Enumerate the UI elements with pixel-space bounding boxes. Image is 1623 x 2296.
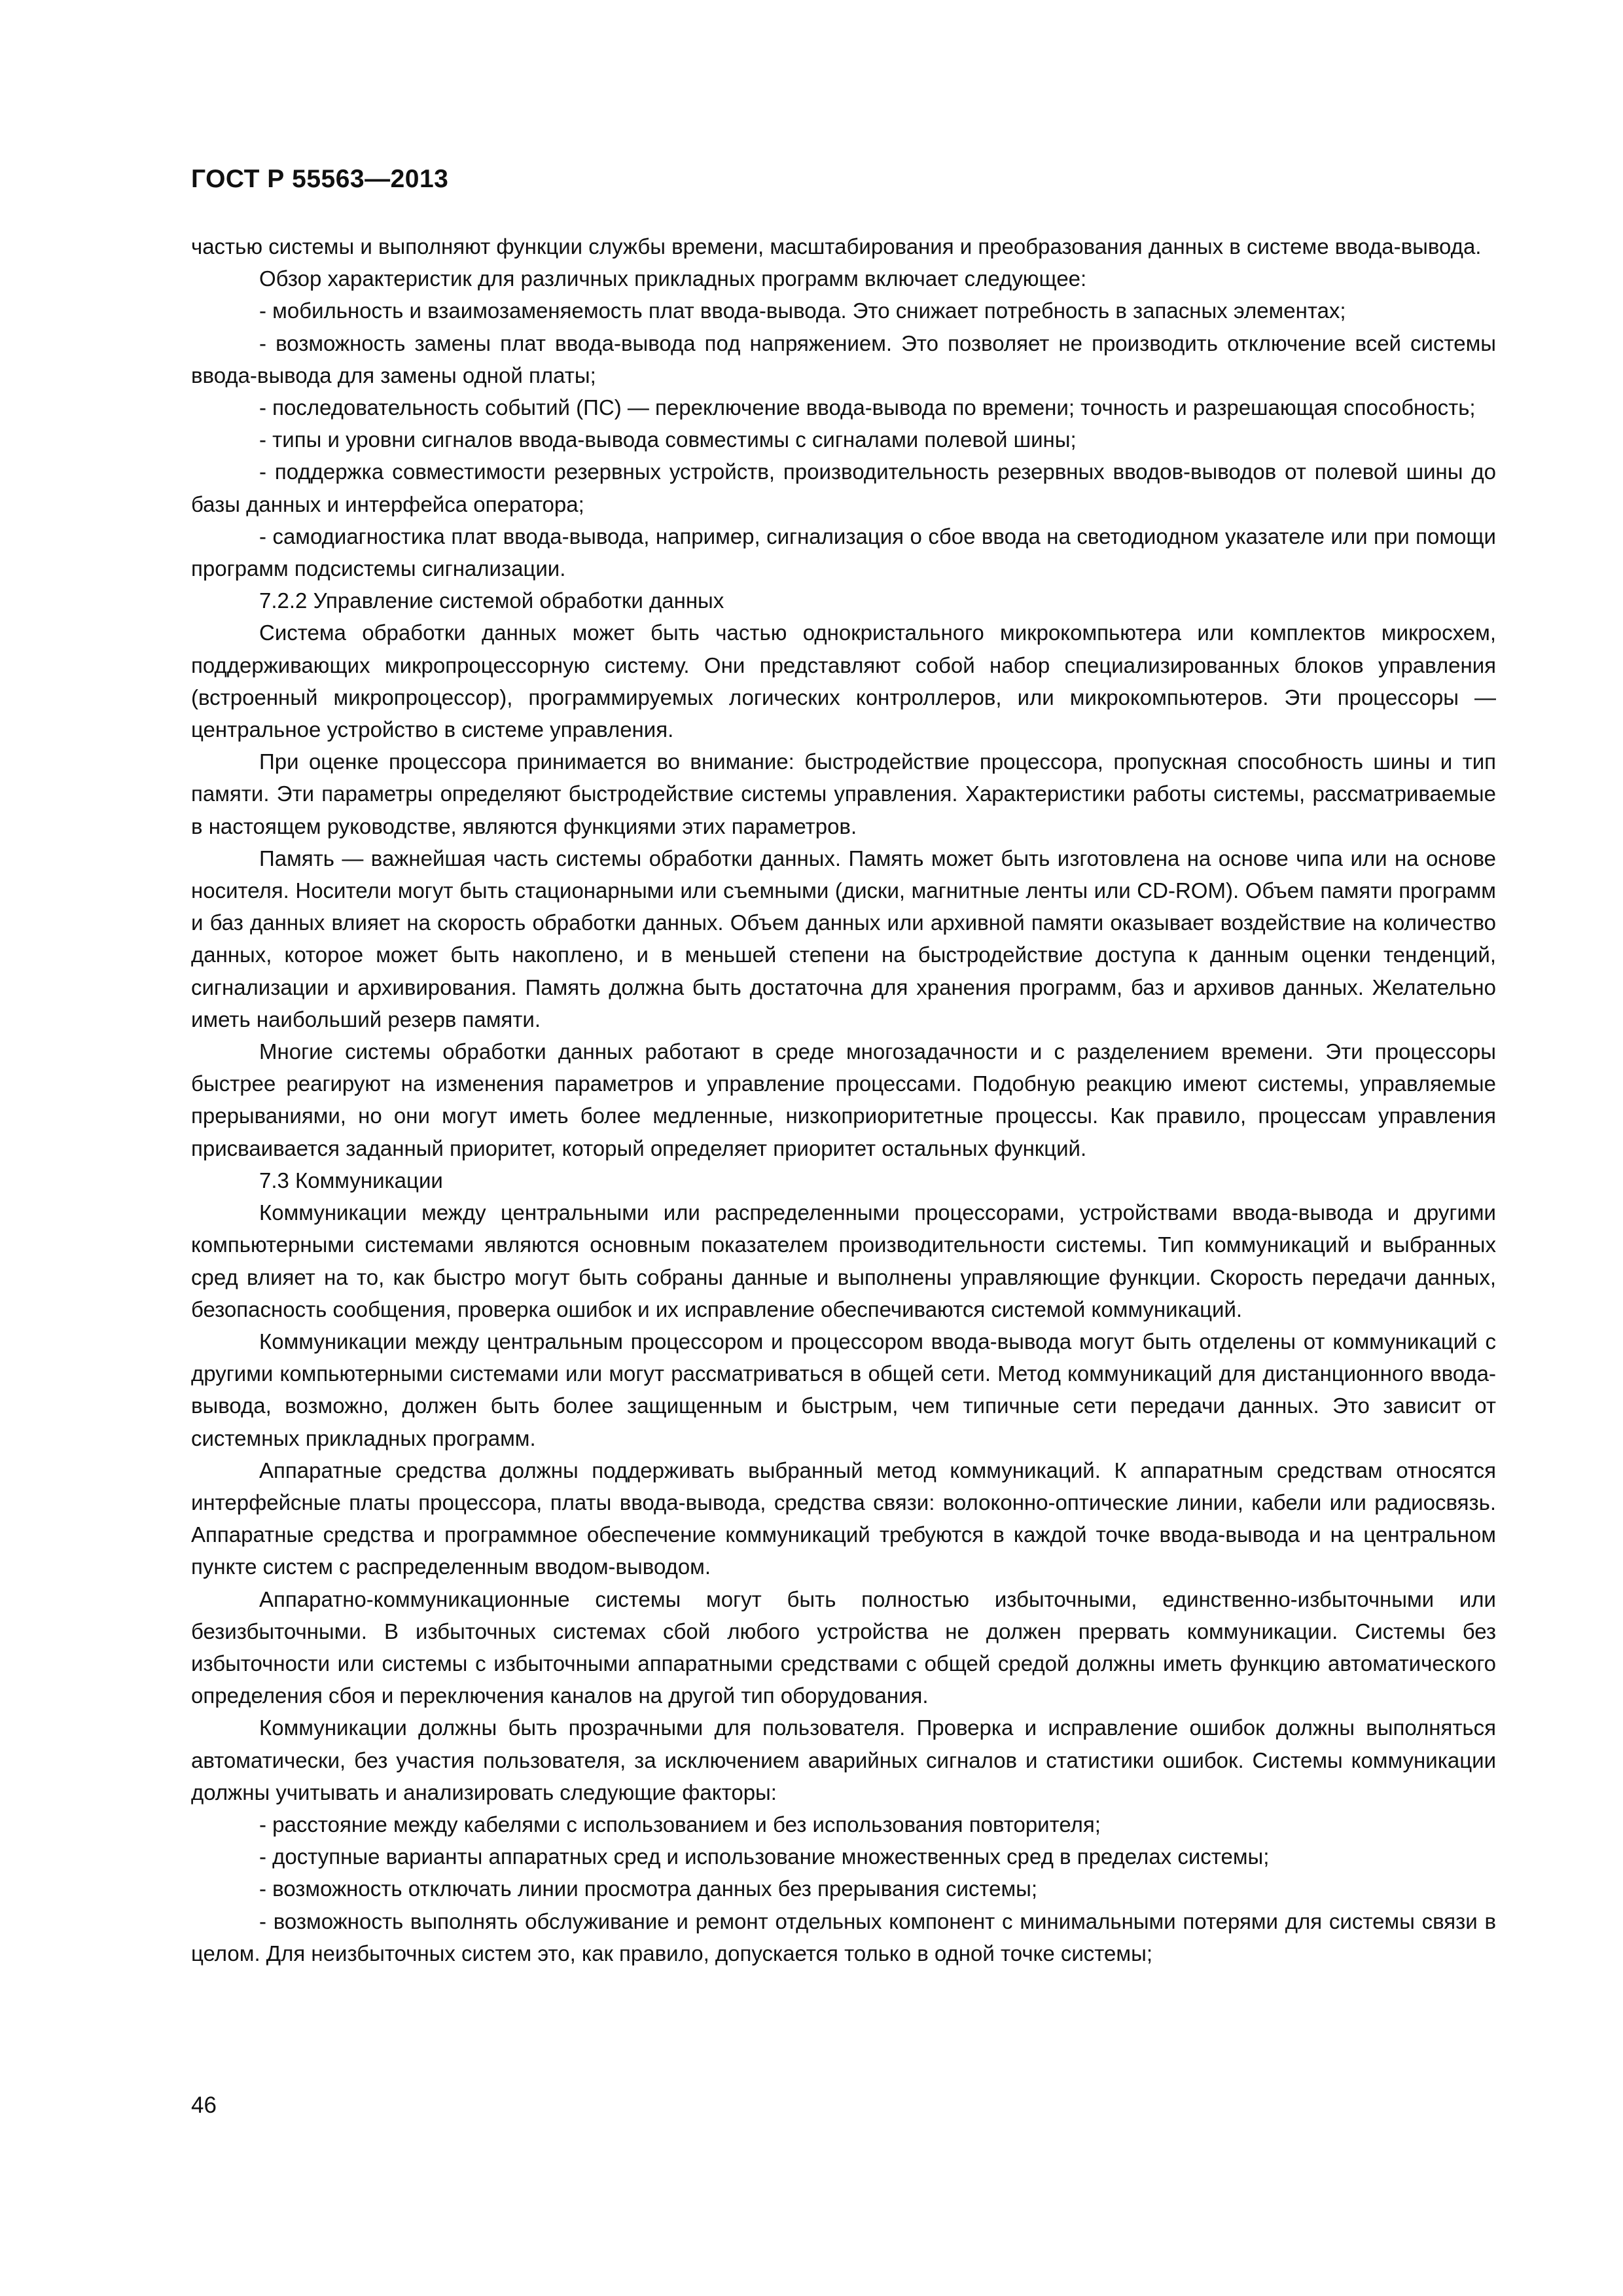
paragraph: Система обработки данных может быть частью однокристального микрокомпьютера или комплектов микросхем, поддерживающих микропроцессорную систему. Они представляют собой набор специализированных блоков управления (встроенный микропроцессор), программируемых логических контроллеров, или микрокомпьютеров. Эти процессоры — центральное устройство в системе управления. [191,620,1496,742]
list-item: - доступные варианты аппаратных сред и использование множественных сред в пределах системы; [259,1844,1270,1869]
paragraph: Память — важнейшая часть системы обработки данных. Память может быть изготовлена на основе чипа или на основе носителя. Носители могут быть стационарными или съемными (диски, магнитные ленты или CD-ROM). Объем памяти программ и баз данных влияет на скорость обработки данных. Объем данных или архивной памяти оказывает воздействие на количество данных, которое может быть накоплено, и в меньшей степени на быстродействие доступа к данным оценки тенденций, сигнализации и архивирования. Память должна быть достаточна для хранения программ, баз и архивов данных. Желательно иметь наибольший резерв памяти. [191,846,1496,1031]
list-item: - типы и уровни сигналов ввода-вывода совместимы с сигналами полевой шины; [259,427,1077,452]
document-header: ГОСТ Р 55563—2013 [191,165,449,193]
list-item: - расстояние между кабелями с использованием и без использования повторителя; [259,1812,1101,1837]
list-item: - возможность замены плат ввода-вывода под напряжением. Это позволяет не производить отключение всей системы ввода-вывода для замены одной платы; [191,331,1496,387]
paragraph: При оценке процессора принимается во внимание: быстродействие процессора, пропускная способность шины и тип памяти. Эти параметры определяют быстродействие системы управления. Характеристики работы системы, рассматриваемые в настоящем руководстве, являются функциями этих параметров. [191,749,1496,838]
list-item: - самодиагностика плат ввода-вывода, например, сигнализация о сбое ввода на светодиодном указателе или при помощи программ подсистемы сигнализации. [191,524,1496,581]
document-body [191,230,1496,1969]
list-item: - возможность выполнять обслуживание и ремонт отдельных компонент с минимальными потерями для системы связи в целом. Для неизбыточных систем это, как правило, допускается только в одной точке системы; [191,1909,1496,1965]
paragraph: Аппаратно-коммуникационные системы могут быть полностью избыточными, единственно-избыточными или безизбыточными. В избыточных системах сбой любого устройства не должен прервать коммуникации. Системы без избыточности или системы с избыточными аппаратными средствами с общей средой должны иметь функцию автоматического определения сбоя и переключения каналов на другой тип оборудования. [191,1587,1496,1708]
paragraph: частью системы и выполняют функции службы времени, масштабирования и преобразования данных в системе ввода-вывода. [191,234,1482,259]
list-item: - поддержка совместимости резервных устройств, производительность резервных вводов-выводов от полевой шины до базы данных и интерфейса оператора; [191,459,1496,516]
section-heading: 7.2.2 Управление системой обработки данных [259,588,724,613]
paragraph: Обзор характеристик для различных прикладных программ включает следующее: [259,266,1087,291]
list-item: - мобильность и взаимозаменяемость плат ввода-вывода. Это снижает потребность в запасных элементах; [259,298,1346,323]
paragraph: Коммуникации должны быть прозрачными для пользователя. Проверка и исправление ошибок должны выполняться автоматически, без участия пользователя, за исключением аварийных сигналов и статистики ошибок. Системы коммуникации должны учитывать и анализировать следующие факторы: [191,1715,1496,1804]
paragraph: Многие системы обработки данных работают в среде многозадачности и с разделением времени. Эти процессоры быстрее реагируют на изменения параметров и управление процессами. Подобную реакцию имеют системы, управляемые прерываниями, но они могут иметь более медленные, низкоприоритетные процессы. Как правило, процессам управления присваивается заданный приоритет, который определяет приоритет остальных функций. [191,1039,1496,1160]
list-item: - возможность отключать линии просмотра данных без прерывания системы; [259,1876,1038,1901]
list-item: - последовательность событий (ПС) — переключение ввода-вывода по времени; точность и разрешающая способность; [259,395,1476,420]
page-number: 46 [191,2092,217,2118]
paragraph: Коммуникации между центральным процессором и процессором ввода-вывода могут быть отделены от коммуникаций с другими компьютерными системами или могут рассматриваться в общей сети. Метод коммуникаций для дистанционного ввода-вывода, возможно, должен быть более защищенным и быстрым, чем типичные сети передачи данных. Это зависит от системных прикладных программ. [191,1329,1496,1450]
paragraph: Аппаратные средства должны поддерживать выбранный метод коммуникаций. К аппаратным средствам относятся интерфейсные платы процессора, платы ввода-вывода, средства связи: волоконно-оптические линии, кабели или радиосвязь. Аппаратные средства и программное обеспечение коммуникаций требуются в каждой точке ввода-вывода и на центральном пункте систем с распределенным вводом-выводом. [191,1458,1496,1579]
paragraph: Коммуникации между центральными или распределенными процессорами, устройствами ввода-вывода и другими компьютерными системами являются основным показателем производительности системы. Тип коммуникаций и выбранных сред влияет на то, как быстро могут быть собраны данные и выполнены управляющие функции. Скорость передачи данных, безопасность сообщения, проверка ошибок и их исправление обеспечиваются системой коммуникаций. [191,1200,1496,1321]
section-heading: 7.3 Коммуникации [259,1168,443,1193]
